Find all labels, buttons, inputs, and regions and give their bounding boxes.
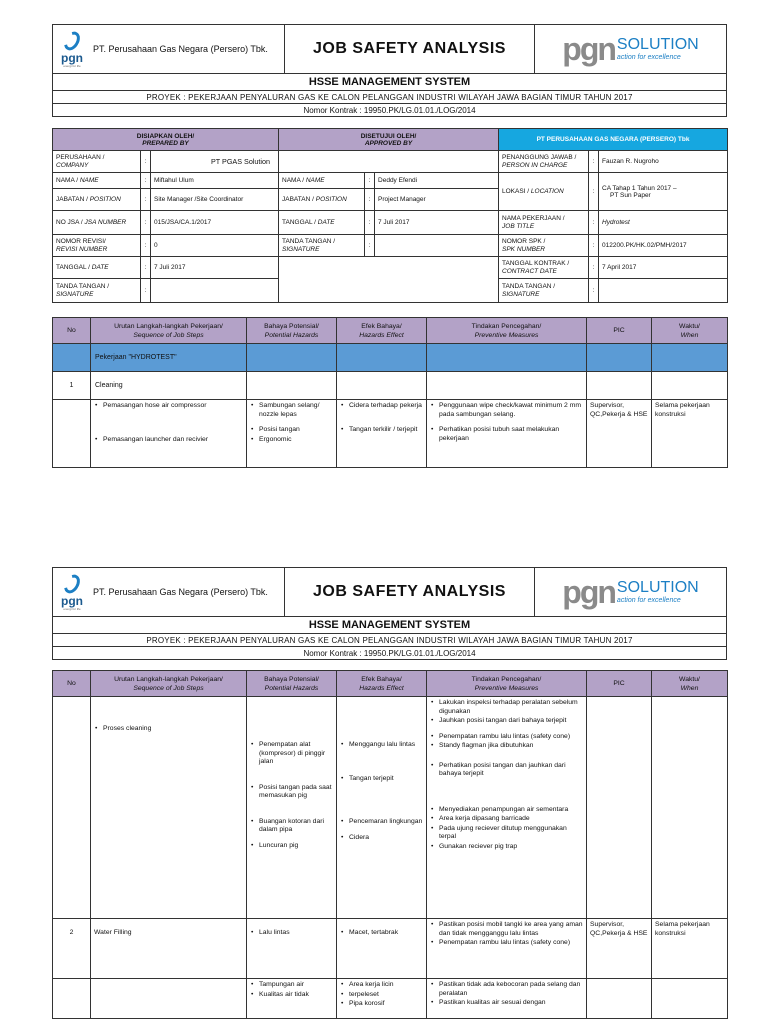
colon: : bbox=[589, 279, 599, 303]
col-preventive: Tindakan Pencegahan/ Preventive Measures bbox=[427, 318, 587, 344]
list-item: • Penempatan alat (kompresor) di pinggir jalan bbox=[250, 741, 333, 767]
value-name-approved: Deddy Efendi bbox=[375, 173, 499, 189]
col-pic: PIC bbox=[587, 671, 652, 697]
header-table bbox=[52, 567, 727, 660]
system-title: HSSE MANAGEMENT SYSTEM bbox=[53, 74, 727, 91]
company-name: PT. Perusahaan Gas Negara (Persero) Tbk. bbox=[93, 587, 268, 597]
list-item: • Standy flagman jika dibutuhkan bbox=[430, 742, 583, 751]
colon: : bbox=[589, 257, 599, 279]
section-no bbox=[53, 344, 91, 372]
list-item: • Luncuran pig bbox=[250, 842, 333, 851]
pgn-solution-mark: pgn bbox=[562, 31, 615, 67]
prepared-by-header: DISIAPKAN OLEH/ PREPARED BY bbox=[53, 129, 279, 151]
list-item: • Sambungan selang/ nozzle lepas bbox=[250, 402, 333, 419]
colon: : bbox=[141, 211, 151, 235]
colon: : bbox=[141, 151, 151, 173]
list-item: • Pastikan posisi mobil tangki ke area yang aman dan tidak mengganggu lalu lintas bbox=[430, 921, 583, 938]
preventive-cell bbox=[427, 919, 587, 979]
empty-cell bbox=[587, 344, 652, 372]
solution-word: SOLUTION bbox=[616, 35, 699, 53]
label-position-approved: JABATAN / POSITION bbox=[279, 189, 365, 211]
jsa-page-1 bbox=[52, 24, 727, 468]
label-job-title: NAMA PEKERJAAN / JOB TITLE bbox=[499, 211, 589, 235]
label-date-prepared: TANGGAL / DATE bbox=[53, 257, 141, 279]
label-signature-approved: TANDA TANGAN / SIGNATURE bbox=[279, 235, 365, 257]
empty-cell bbox=[337, 372, 427, 400]
list-item: • Jauhkan posisi tangan dari bahaya terjepit bbox=[430, 717, 583, 726]
col-no: No bbox=[53, 318, 91, 344]
empty-cell bbox=[652, 979, 728, 1019]
pgn-solution-mark: pgn bbox=[562, 574, 615, 610]
value-signature-prepared bbox=[151, 279, 279, 303]
empty-cell bbox=[427, 344, 587, 372]
effects-cell bbox=[337, 697, 427, 919]
effects-cell bbox=[337, 400, 427, 468]
colon: : bbox=[365, 173, 375, 189]
list-item: • Perhatikan posisi tangan dan jauhkan dari bahaya terjepit bbox=[430, 762, 583, 779]
pgn-solution-logo bbox=[535, 568, 727, 617]
empty-cell bbox=[247, 372, 337, 400]
section-hydrotest: Pekerjaan "HYDROTEST" bbox=[91, 344, 247, 372]
list-item: • Menyediakan penampungan air sementara bbox=[430, 806, 583, 815]
list-item: • Kualitas air tidak bbox=[250, 991, 333, 1000]
step-cleaning: Cleaning bbox=[91, 372, 247, 400]
empty-cell bbox=[53, 979, 91, 1019]
col-hazards: Bahaya Potensial/ Potential Hazards bbox=[247, 318, 337, 344]
list-item: • Pastikan kualitas air sesuai dengan bbox=[430, 999, 583, 1008]
jsa-page-2 bbox=[52, 567, 727, 1019]
value-date-approved: 7 Juli 2017 bbox=[375, 211, 499, 235]
list-item: • Macet, tertabrak bbox=[340, 929, 423, 938]
when-cell: Selama pekerjaan konstruksi bbox=[652, 919, 728, 979]
empty-cell bbox=[279, 257, 499, 303]
list-item: • Proses cleaning bbox=[94, 725, 243, 734]
col-when: Waktu/ When bbox=[652, 671, 728, 697]
empty-cell bbox=[53, 697, 91, 919]
col-steps: Urutan Langkah-langkah Pekerjaan/ Sequence of Job Steps bbox=[91, 671, 247, 697]
row-number: 2 bbox=[53, 919, 91, 979]
list-item: • Pemasangan hose air compressor bbox=[94, 402, 243, 411]
list-item: • Pencemaran lingkungan bbox=[340, 818, 423, 827]
colon: : bbox=[141, 189, 151, 211]
job-steps-table-1 bbox=[52, 317, 728, 468]
value-position-prepared: Site Manager /Site Coordinator bbox=[151, 189, 279, 211]
empty-cell bbox=[53, 400, 91, 468]
colon: : bbox=[365, 235, 375, 257]
table-row bbox=[53, 697, 728, 919]
list-item: • Cidera terhadap pekerja bbox=[340, 402, 423, 411]
project-line: PROYEK : PEKERJAAN PENYALURAN GAS KE CALON PELANGGAN INDUSTRI WILAYAH JAWA BAGIAN TIMUR TAHUN 2017 bbox=[53, 91, 727, 104]
solution-word: SOLUTION bbox=[616, 578, 699, 596]
company-logo-cell bbox=[53, 25, 285, 74]
empty-cell bbox=[587, 697, 652, 919]
value-date-prepared: 7 Juli 2017 bbox=[151, 257, 279, 279]
step-water-filling: Water Filling bbox=[91, 919, 247, 979]
steps-cell bbox=[91, 697, 247, 919]
hazards-cell bbox=[247, 979, 337, 1019]
label-contract-date: TANGGAL KONTRAK / CONTRACT DATE bbox=[499, 257, 589, 279]
when-cell: Selama pekerjaan konstruksi bbox=[652, 400, 728, 468]
colon: : bbox=[141, 235, 151, 257]
col-preventive: Tindakan Pencegahan/ Preventive Measures bbox=[427, 671, 587, 697]
list-item: • Penggunaan wipe check/kawat minimum 2 mm pada sambungan selang. bbox=[430, 402, 583, 419]
colon: : bbox=[141, 173, 151, 189]
system-title: HSSE MANAGEMENT SYSTEM bbox=[53, 617, 727, 634]
empty-cell bbox=[247, 344, 337, 372]
label-signature-prepared: TANDA TANGAN / SIGNATURE bbox=[53, 279, 141, 303]
contract-number: Nomor Kontrak : 19950.PK/LG.01.01./LOG/2014 bbox=[53, 647, 727, 660]
colon: : bbox=[365, 211, 375, 235]
effects-cell bbox=[337, 919, 427, 979]
col-effects: Efek Bahaya/ Hazards Effect bbox=[337, 318, 427, 344]
value-company: PT PGAS Solution bbox=[151, 151, 279, 173]
document-title: JOB SAFETY ANALYSIS bbox=[285, 25, 535, 74]
list-item: • Menggangu lalu lintas bbox=[340, 741, 423, 750]
col-steps: Urutan Langkah-langkah Pekerjaan/ Sequence of Job Steps bbox=[91, 318, 247, 344]
table-row bbox=[53, 400, 728, 468]
hazards-cell bbox=[247, 697, 337, 919]
list-item: • Posisi tangan pada saat memasukan pig bbox=[250, 784, 333, 801]
label-signature-pgn: TANDA TANGAN / SIGNATURE bbox=[499, 279, 589, 303]
value-signature-approved bbox=[375, 235, 499, 257]
table-row bbox=[53, 919, 728, 979]
colon: : bbox=[589, 235, 599, 257]
preventive-cell bbox=[427, 400, 587, 468]
value-spk-number: 012200.PK/HK.02/PMH/2017 bbox=[599, 235, 728, 257]
value-revision: 0 bbox=[151, 235, 279, 257]
value-name-prepared: Miftahul Ulum bbox=[151, 173, 279, 189]
list-item: • Buangan kotoran dari dalam pipa bbox=[250, 818, 333, 835]
pic-cell: Supervisor, QC,Pekerja & HSE bbox=[587, 400, 652, 468]
empty-cell bbox=[587, 979, 652, 1019]
label-person-in-charge: PENANGGUNG JAWAB / PERSON IN CHARGE bbox=[499, 151, 589, 173]
label-date: TANGGAL / DATE bbox=[279, 211, 365, 235]
list-item: • Tangan terkilir / terjepit bbox=[340, 426, 423, 435]
company-name: PT. Perusahaan Gas Negara (Persero) Tbk. bbox=[93, 44, 268, 54]
colon: : bbox=[589, 151, 599, 173]
list-item: • Penempatan rambu lalu lintas (safety cone) bbox=[430, 733, 583, 742]
empty-cell bbox=[427, 372, 587, 400]
value-jsa-number: 015/JSA/CA.1/2017 bbox=[151, 211, 279, 235]
pgn-logo-icon: pgn energi for life bbox=[57, 27, 87, 71]
hazards-cell bbox=[247, 919, 337, 979]
contract-number: Nomor Kontrak : 19950.PK/LG.01.01./LOG/2014 bbox=[53, 104, 727, 117]
job-steps-table-2 bbox=[52, 670, 728, 1019]
label-name-approved: NAMA / NAME bbox=[279, 173, 365, 189]
empty-cell bbox=[279, 151, 499, 173]
value-location: CA Tahap 1 Tahun 2017 – PT Sun Paper bbox=[599, 173, 728, 211]
pic-cell: Supervisor, QC,Pekerja & HSE bbox=[587, 919, 652, 979]
approved-by-header: DISETUJUI OLEH/ APPROVED BY bbox=[279, 129, 499, 151]
value-signature-pgn bbox=[599, 279, 728, 303]
list-item: • Penempatan rambu lalu lintas (safety cone) bbox=[430, 939, 583, 948]
value-person-in-charge: Fauzan R. Nugroho bbox=[599, 151, 728, 173]
list-item: • Tangan terjepit bbox=[340, 775, 423, 784]
steps-cell bbox=[91, 400, 247, 468]
col-pic: PIC bbox=[587, 318, 652, 344]
list-item: • Posisi tangan bbox=[250, 426, 333, 435]
pgn-header: PT PERUSAHAAN GAS NEGARA (PERSERO) Tbk bbox=[499, 129, 728, 151]
value-job-title: Hydrotest bbox=[599, 211, 728, 235]
list-item: • Area kerja licin bbox=[340, 981, 423, 990]
pgn-solution-logo bbox=[535, 25, 727, 74]
label-spk-number: NOMOR SPK / SPK NUMBER bbox=[499, 235, 589, 257]
list-item: • Tampungan air bbox=[250, 981, 333, 990]
approval-info-table bbox=[52, 128, 728, 303]
row-number: 1 bbox=[53, 372, 91, 400]
list-item: • Cidera bbox=[340, 834, 423, 843]
preventive-cell bbox=[427, 697, 587, 919]
empty-cell bbox=[652, 344, 728, 372]
effects-cell bbox=[337, 979, 427, 1019]
value-position-approved: Project Manager bbox=[375, 189, 499, 211]
colon: : bbox=[141, 279, 151, 303]
list-item: • Perhatikan posisi tubuh saat melakukan pekerjaan bbox=[430, 426, 583, 443]
table-row bbox=[53, 979, 728, 1019]
empty-cell bbox=[91, 979, 247, 1019]
list-item: • Ergonomic bbox=[250, 436, 333, 445]
empty-cell bbox=[337, 344, 427, 372]
list-item: • Lalu lintas bbox=[250, 929, 333, 938]
hazards-cell bbox=[247, 400, 337, 468]
colon: : bbox=[141, 257, 151, 279]
project-line: PROYEK : PEKERJAAN PENYALURAN GAS KE CALON PELANGGAN INDUSTRI WILAYAH JAWA BAGIAN TIMUR TAHUN 2017 bbox=[53, 634, 727, 647]
document-title: JOB SAFETY ANALYSIS bbox=[285, 568, 535, 617]
label-revision: NOMOR REVISI/ REVISI NUMBER bbox=[53, 235, 141, 257]
label-jsa-number: NO JSA / JSA NUMBER bbox=[53, 211, 141, 235]
label-location: LOKASI / LOCATION bbox=[499, 173, 589, 211]
list-item: • Area kerja dipasang barricade bbox=[430, 815, 583, 824]
company-logo-cell bbox=[53, 568, 285, 617]
empty-cell bbox=[652, 372, 728, 400]
list-item: • Pastikan tidak ada kebocoran pada selang dan peralatan bbox=[430, 981, 583, 998]
list-item: • Pemasangan launcher dan recivier bbox=[94, 436, 243, 445]
label-position: JABATAN / POSITION bbox=[53, 189, 141, 211]
list-item: • terpeleset bbox=[340, 991, 423, 1000]
label-name: NAMA / NAME bbox=[53, 173, 141, 189]
solution-tagline: action for excellence bbox=[616, 596, 681, 604]
header-table bbox=[52, 24, 727, 117]
empty-cell bbox=[652, 697, 728, 919]
colon: : bbox=[365, 189, 375, 211]
list-item: • Pada ujung reciever ditutup menggunakan terpal bbox=[430, 825, 583, 842]
list-item: • Pipa korosif bbox=[340, 1000, 423, 1009]
solution-tagline: action for excellence bbox=[616, 53, 681, 61]
col-when: Waktu/ When bbox=[652, 318, 728, 344]
colon: : bbox=[589, 173, 599, 211]
col-hazards: Bahaya Potensial/ Potential Hazards bbox=[247, 671, 337, 697]
empty-cell bbox=[587, 372, 652, 400]
label-company: PERUSAHAAN / COMPANY bbox=[53, 151, 141, 173]
list-item: • Lakukan inspeksi terhadap peralatan sebelum digunakan bbox=[430, 699, 583, 716]
value-contract-date: 7 April 2017 bbox=[599, 257, 728, 279]
colon: : bbox=[589, 211, 599, 235]
col-effects: Efek Bahaya/ Hazards Effect bbox=[337, 671, 427, 697]
pgn-logo-icon: pgn energi for life bbox=[57, 570, 87, 614]
list-item: • Gunakan reciever pig trap bbox=[430, 843, 583, 852]
col-no: No bbox=[53, 671, 91, 697]
preventive-cell bbox=[427, 979, 587, 1019]
